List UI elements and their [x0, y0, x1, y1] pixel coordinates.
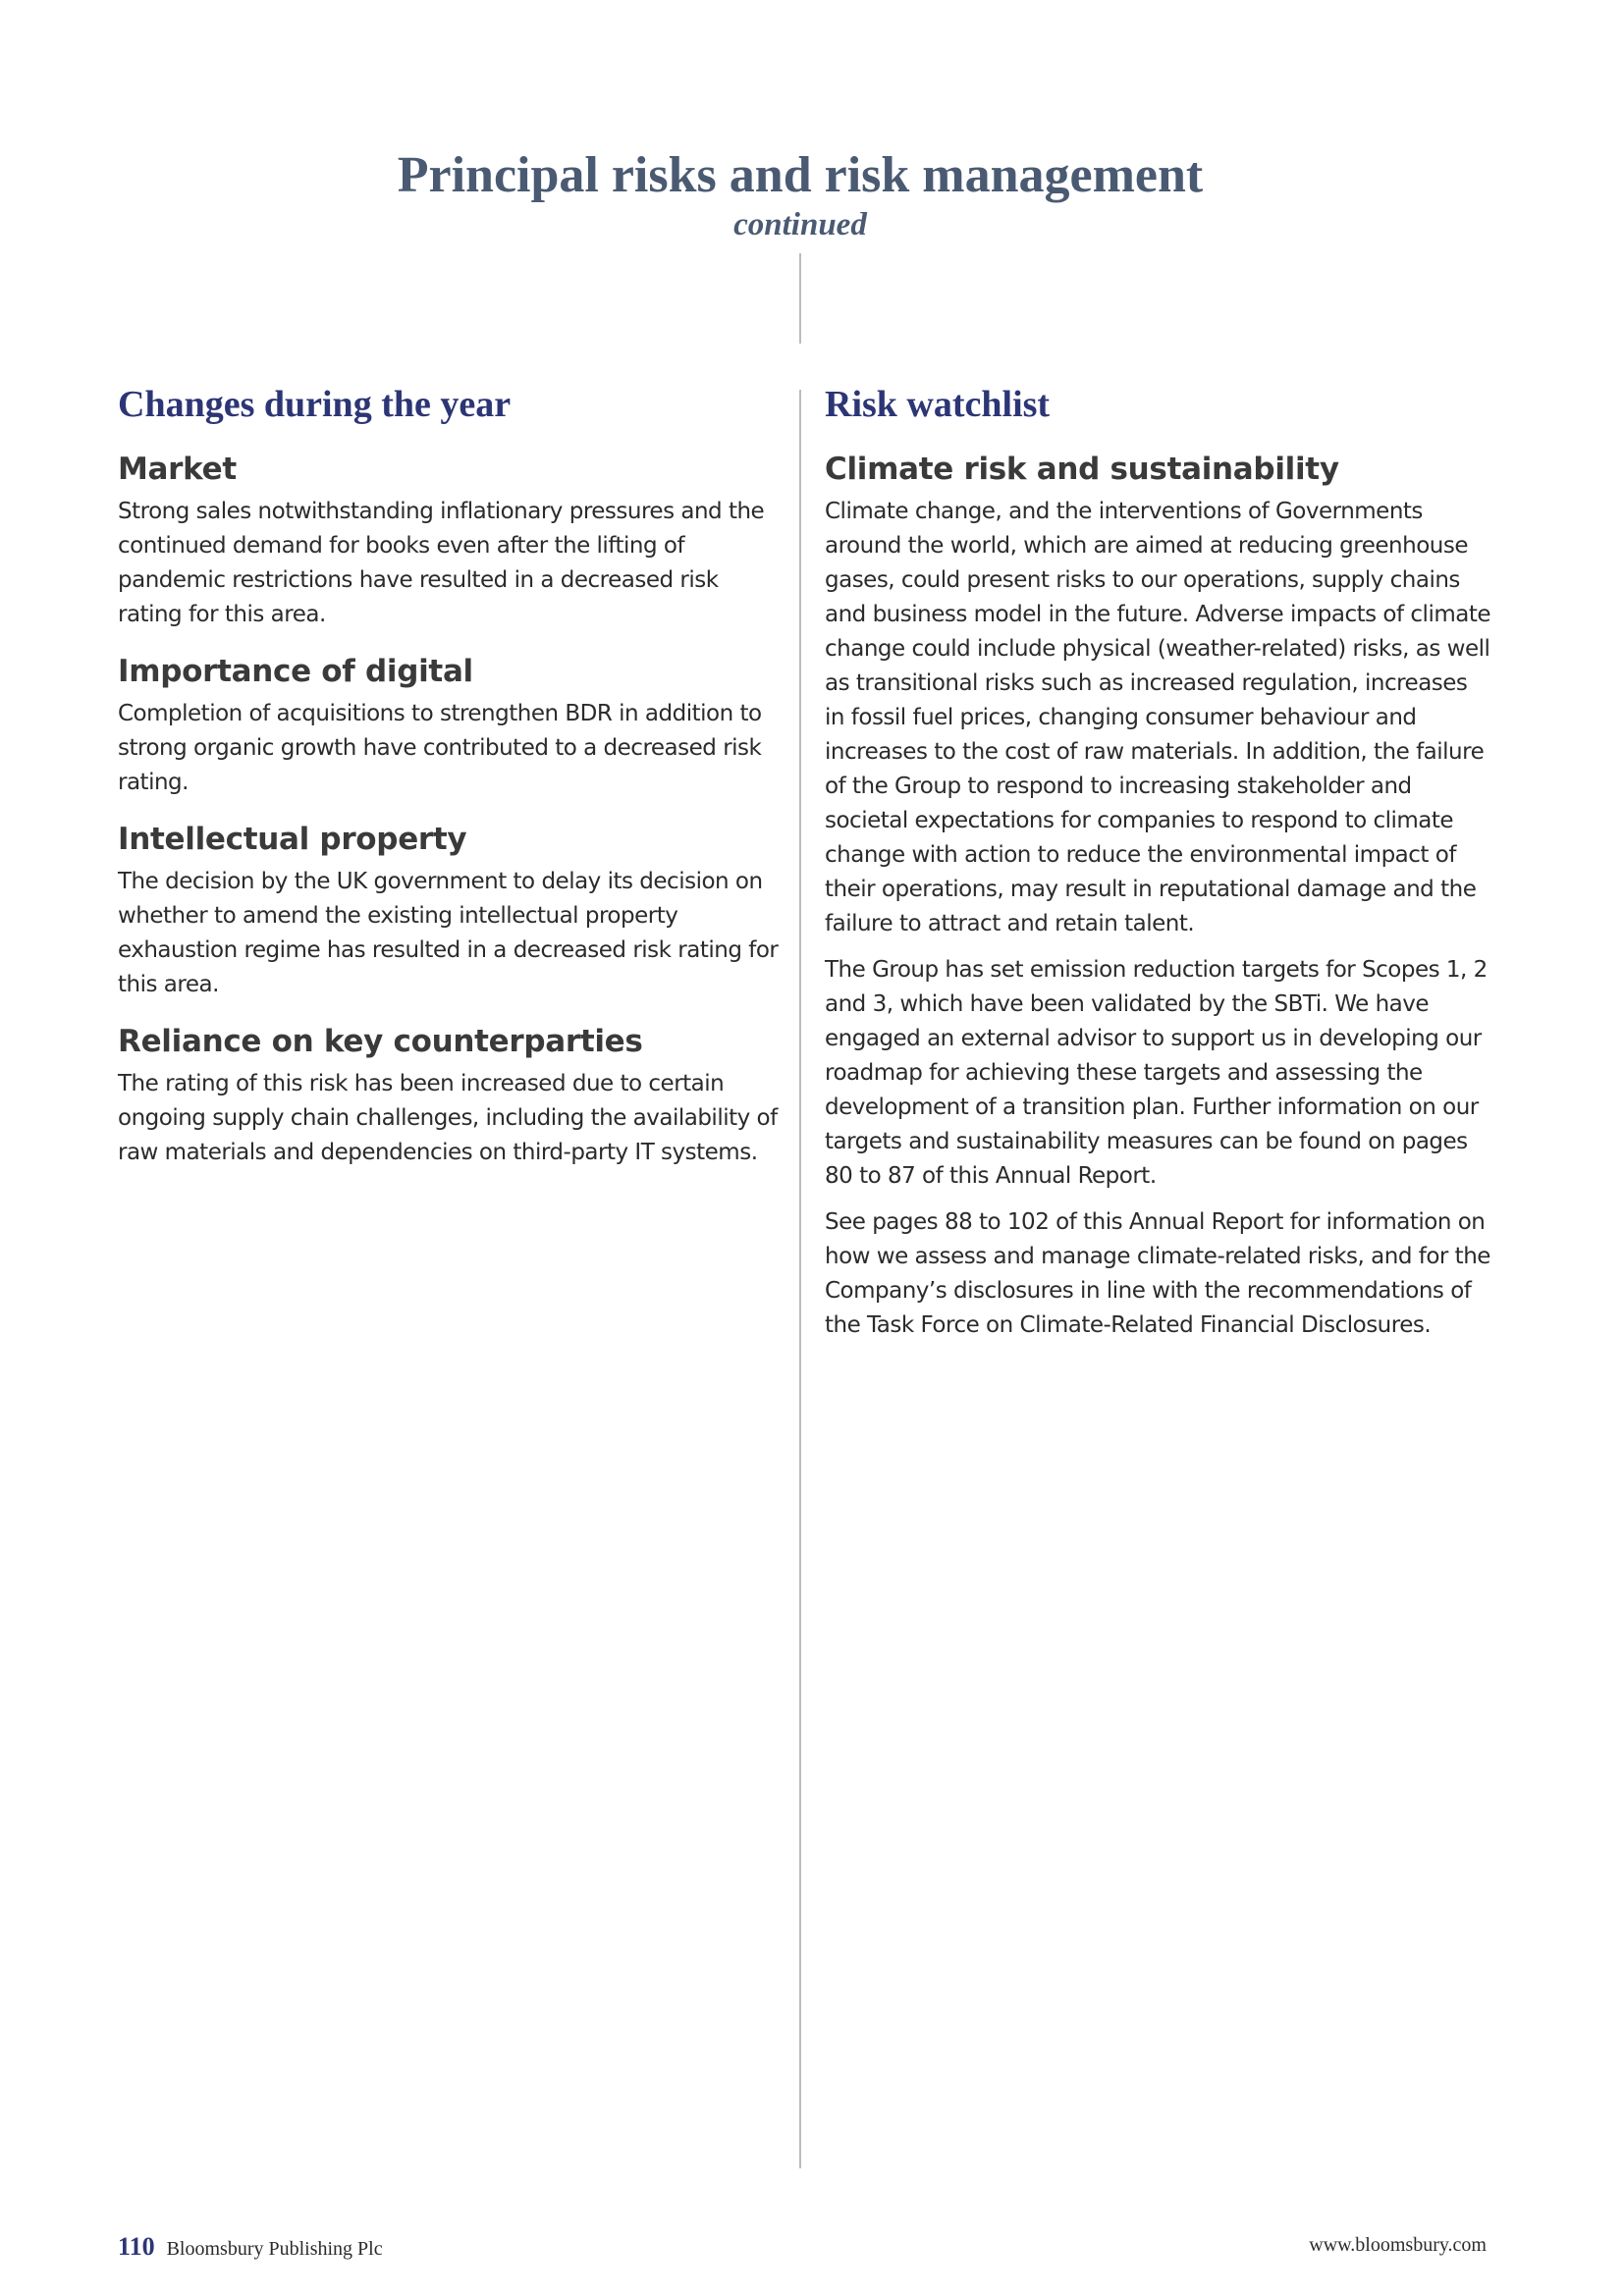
left-column	[118, 377, 785, 1190]
section-title: Reliance on key counterparties	[118, 1024, 643, 1059]
section-market	[118, 450, 785, 632]
section-intellectual-property	[118, 820, 785, 1002]
section-importance-of-digital	[118, 652, 785, 800]
section-title: Importance of digital	[118, 654, 473, 689]
right-column-heading: Risk watchlist	[825, 384, 1051, 425]
section-text: Completion of acquisitions to strengthen BDR in addition to strong organic growth have contributed to a decreased risk rating.	[118, 701, 762, 795]
paragraph: See pages 88 to 102 of this Annual Report for information on how we assess and manage climate-related risks, and for the Company’s disclosures in line with the recommendations of the Task Force on Climate-Related Financial Disclosures.	[825, 1209, 1490, 1338]
footer-left	[118, 2232, 383, 2262]
section-title-climate-risk: Climate risk and sustainability	[825, 452, 1339, 487]
column-divider	[799, 390, 801, 2168]
paragraph: The Group has set emission reduction targets for Scopes 1, 2 and 3, which have been validated by the SBTi. We have engaged an external advisor to support us in developing our roadmap for achieving these targets and assessing the development of a transition plan. Further information on our targets and sustainability measures can be found on pages 80 to 87 of this Annual Report.	[825, 957, 1488, 1189]
section-title: Intellectual property	[118, 822, 467, 857]
page-subtitle: continued	[733, 207, 867, 243]
page-title: Principal risks and risk management	[397, 147, 1204, 203]
footer-website: www.bloomsbury.com	[1309, 2234, 1487, 2256]
page-header	[0, 147, 1600, 243]
section-text: The decision by the UK government to delay its decision on whether to amend the existing intellectual property exhaustion regime has resulted in a decreased risk rating for this area.	[118, 869, 779, 997]
column-divider-top	[799, 253, 801, 344]
section-text: The rating of this risk has been increased due to certain ongoing supply chain challenges, including the availability of raw materials and dependencies on third-party IT systems.	[118, 1071, 778, 1165]
section-text: Strong sales notwithstanding inflationary pressures and the continued demand for books even after the lifting of pandemic restrictions have resulted in a decreased risk rating for this area.	[118, 499, 765, 627]
page-number: 110	[118, 2232, 155, 2261]
right-column	[825, 377, 1492, 1355]
left-column-heading: Changes during the year	[118, 384, 512, 425]
section-reliance-on-key-counterparties	[118, 1022, 785, 1170]
company-name: Bloomsbury Publishing Plc	[166, 2238, 383, 2260]
section-title: Market	[118, 452, 237, 487]
paragraph: Climate change, and the interventions of Governments around the world, which are aimed at reducing greenhouse gases, could present risks to our operations, supply chains and business model in the future. Adverse impacts of climate change could include physical (weather-related) risks, as well as transitional risks such as increased regulation, increases in fossil fuel prices, changing consumer behaviour and increases to the cost of raw materials. In addition, the failure of the Group to respond to increasing stakeholder and societal expectations for companies to respond to climate change with action to reduce the environmental impact of their operations, may result in reputational damage and the failure to attract and retain talent.	[825, 499, 1491, 936]
